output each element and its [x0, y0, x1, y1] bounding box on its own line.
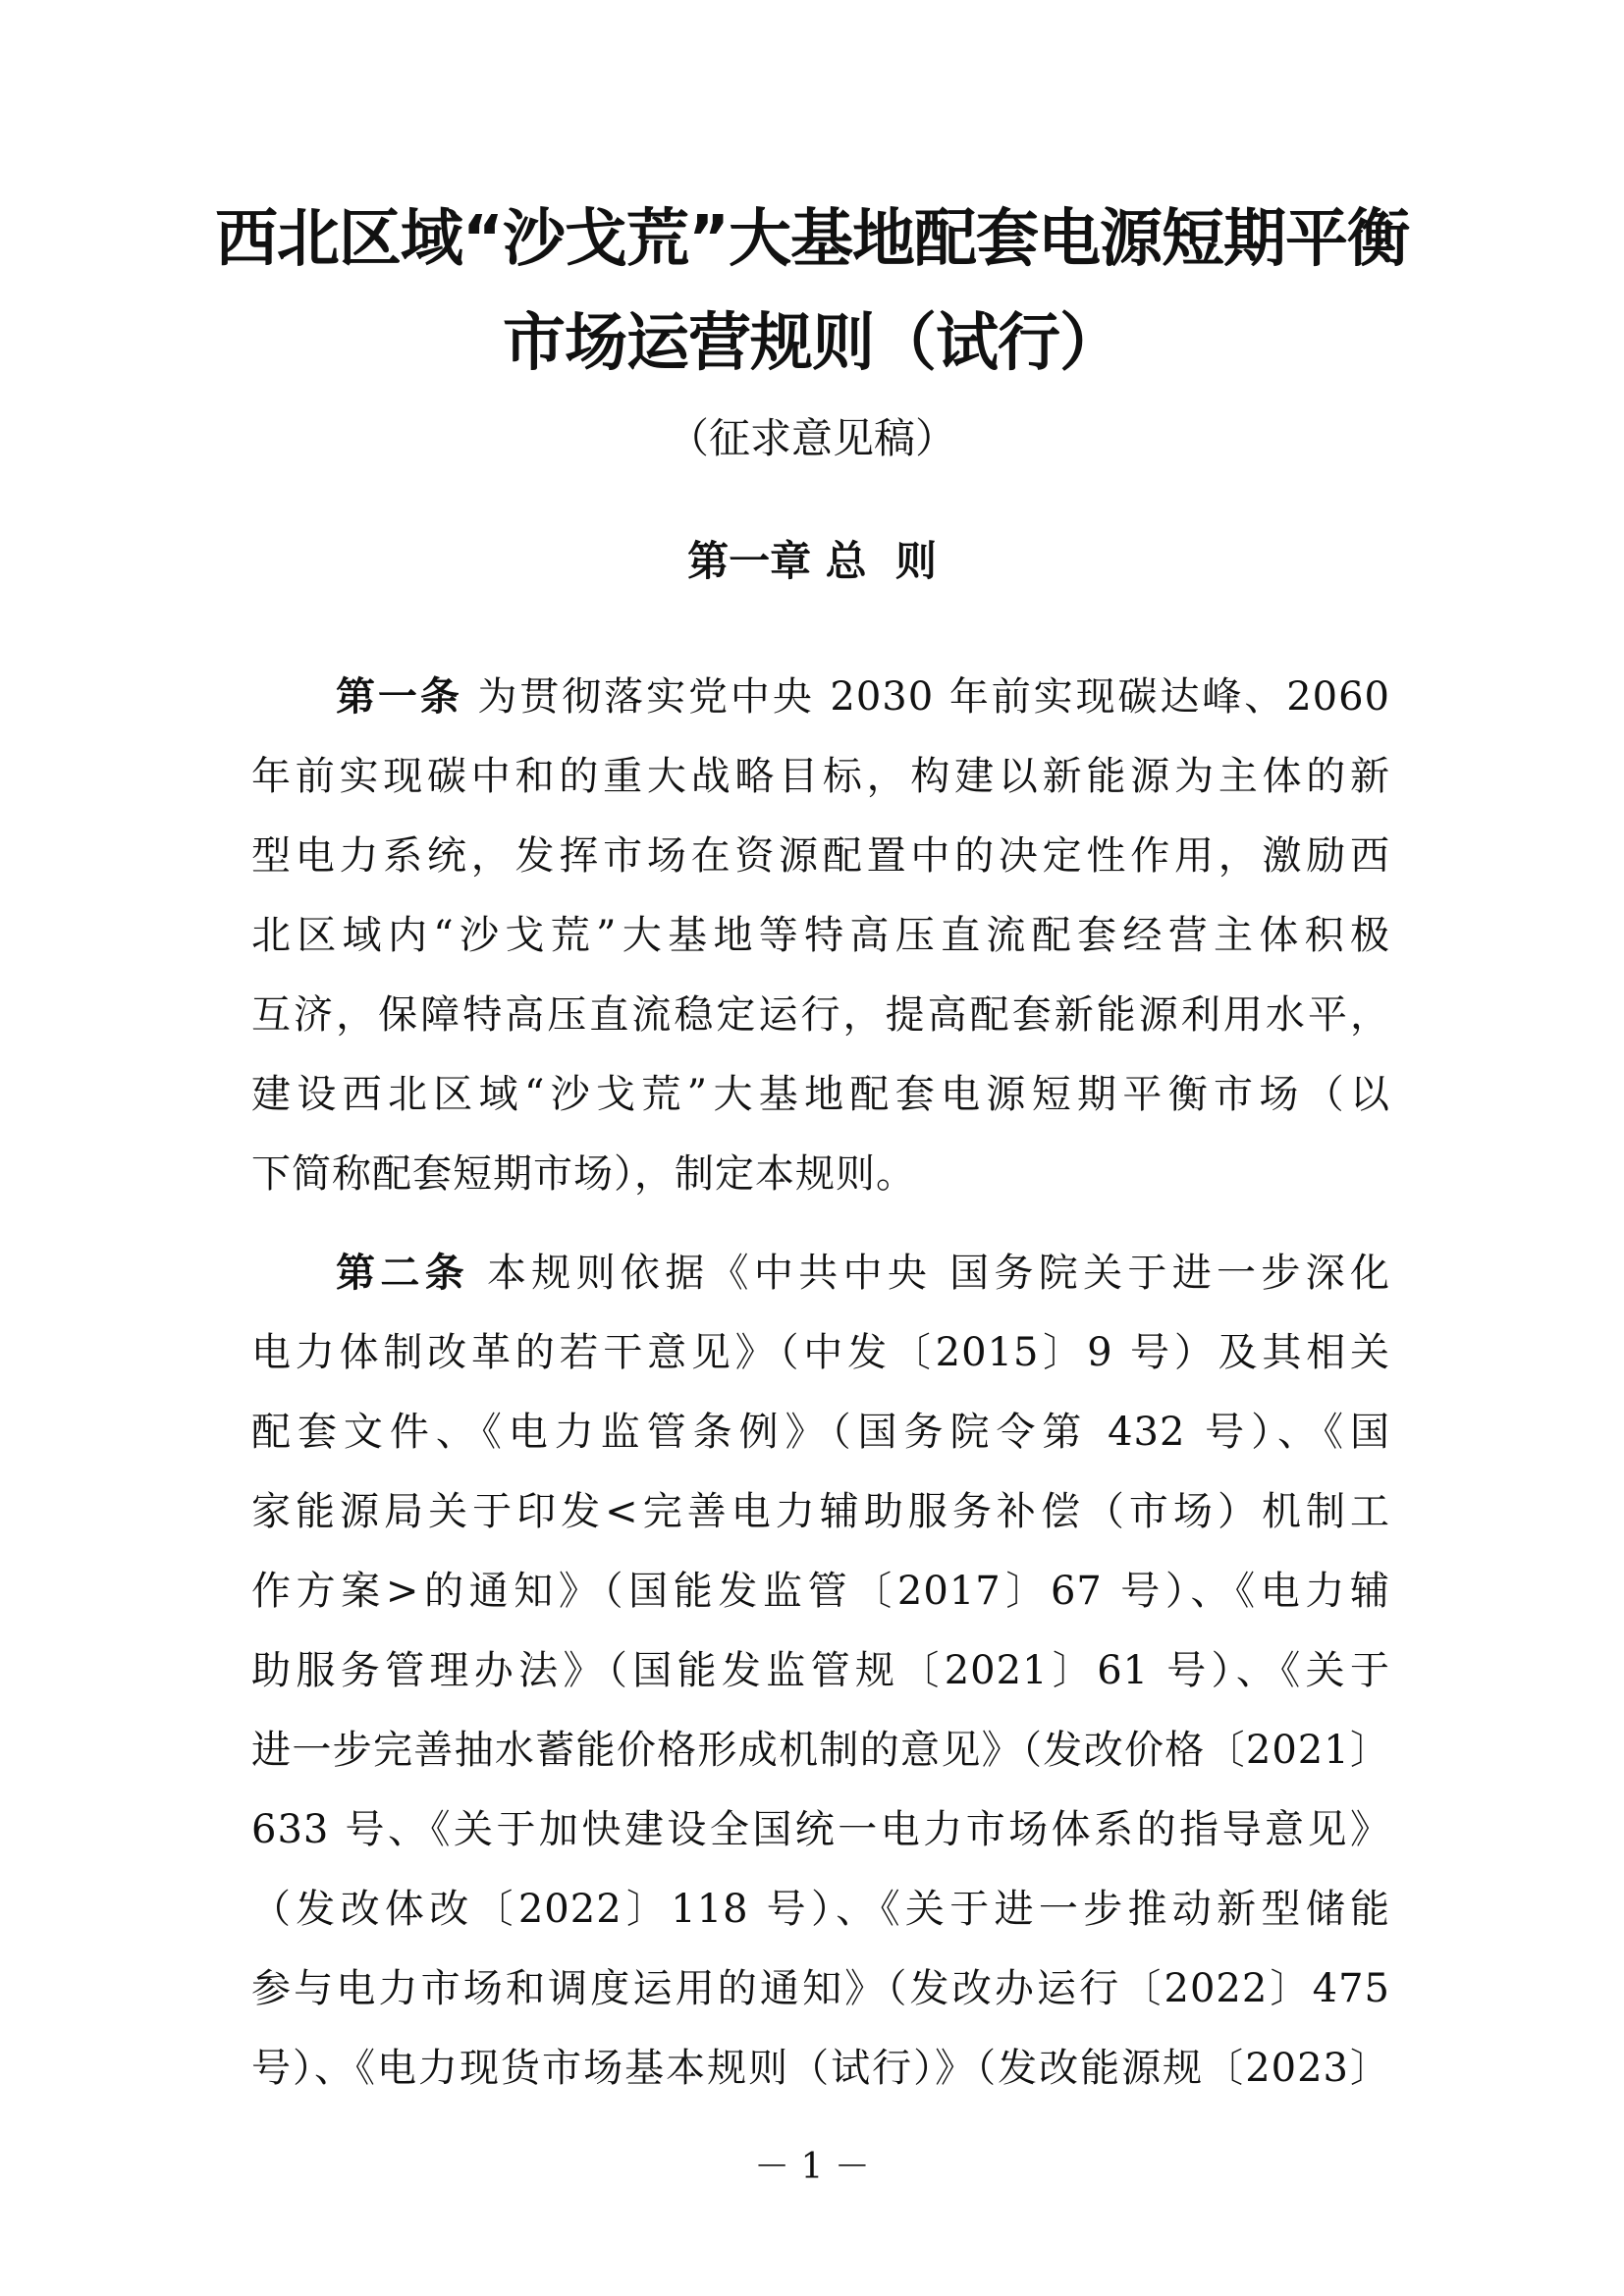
document-subtitle: （征求意见稿）	[667, 414, 956, 462]
article-text-line: 电力体制改革的若干意见》（中发〔2015〕9 号）及其相关	[251, 1330, 1390, 1375]
article-first-line	[336, 674, 1390, 720]
document-title-line-2: 市场运营规则（试行）	[503, 307, 1121, 380]
article-text-line: 作方案>的通知》（国能发监管〔2017〕67 号）、《电力辅	[251, 1569, 1390, 1614]
article-text-line: 家能源局关于印发<完善电力辅助服务补偿（市场）机制工	[251, 1489, 1390, 1534]
article-text-line: 互济，保障特高压直流稳定运行，提高配套新能源利用水平，	[251, 992, 1390, 1038]
article-text-line: 助服务管理办法》（国能发监管规〔2021〕61 号）、《关于	[251, 1648, 1390, 1693]
article-text-line: 下简称配套短期市场），制定本规则。	[251, 1151, 916, 1197]
article-first-line	[336, 1251, 1390, 1296]
article-text-line: 进一步完善抽水蓄能价格形成机制的意见》（发改价格〔2021〕	[251, 1728, 1390, 1773]
article-text-line: 建设西北区域“沙戈荒”大基地配套电源短期平衡市场（以	[251, 1072, 1390, 1117]
article-text-line: 配套文件、《电力监管条例》（国务院令第 432 号）、《国	[251, 1410, 1390, 1455]
article-text-line: （发改体改〔2022〕118 号）、《关于进一步推动新型储能	[251, 1887, 1390, 1932]
article-text: 本规则依据《中共中央 国务院关于进一步深化	[468, 1251, 1390, 1296]
article-text-line: 参与电力市场和调度运用的通知》（发改办运行〔2022〕475	[251, 1966, 1390, 2011]
chapter-heading: 第一章 总 则	[687, 537, 937, 585]
article-text: 为贯彻落实党中央 2030 年前实现碳达峰、2060	[461, 674, 1390, 720]
article-label: 第二条	[336, 1251, 469, 1296]
page-number: － 1 －	[754, 2147, 870, 2187]
article-label: 第一条	[336, 674, 462, 720]
article-text-line: 633 号、《关于加快建设全国统一电力市场体系的指导意见》	[251, 1807, 1390, 1852]
article-text-line: 年前实现碳中和的重大战略目标，构建以新能源为主体的新	[251, 754, 1390, 799]
article-text-line: 号）、《电力现货市场基本规则（试行）》（发改能源规〔2023〕	[251, 2046, 1390, 2091]
article-text-line: 北区域内“沙戈荒”大基地等特高压直流配套经营主体积极	[251, 913, 1390, 958]
document-title-line-1: 西北区域“沙戈荒”大基地配套电源短期平衡	[214, 203, 1410, 276]
article-text-line: 型电力系统，发挥市场在资源配置中的决定性作用，激励西	[251, 833, 1390, 879]
